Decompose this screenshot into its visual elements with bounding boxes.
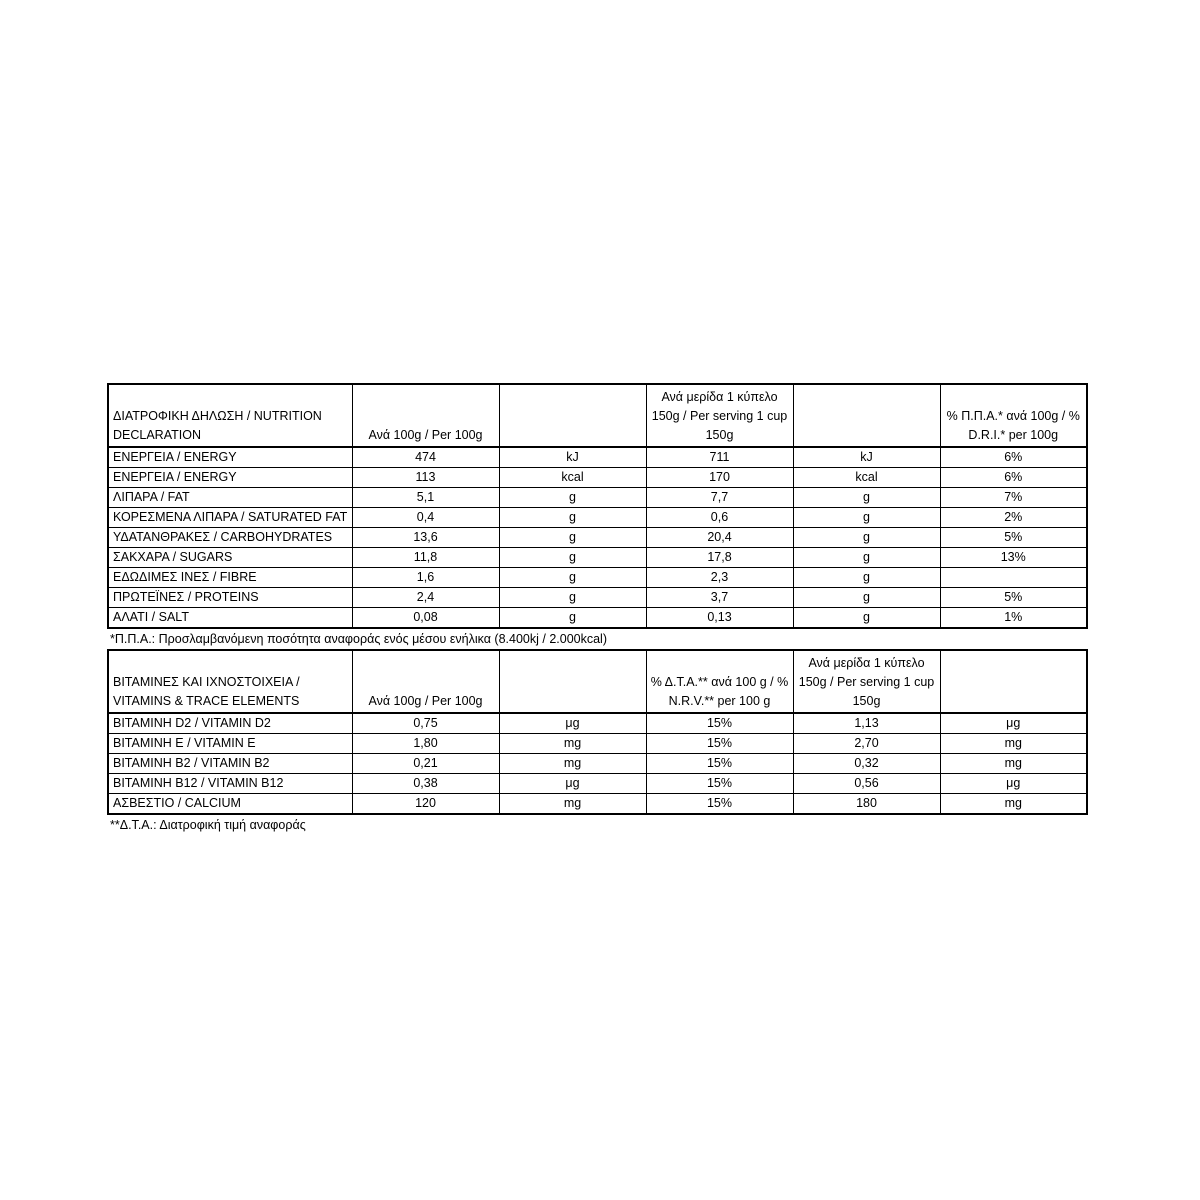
- vitamins-table: [107, 649, 1088, 815]
- vitamin-label: ΒΙΤΑΜΙΝΗ Ε / VITAMIN E: [108, 734, 352, 754]
- vitamins-header-serving: Ανά μερίδα 1 κύπελο 150g / Per serving 1 cup 150g: [793, 650, 940, 713]
- nrv-percent: 15%: [646, 774, 793, 794]
- table-row: [108, 588, 1087, 608]
- vitamin-label: ΒΙΤΑΜΙΝΗ D2 / VITAMIN D2: [108, 713, 352, 734]
- nrv-percent: 15%: [646, 754, 793, 774]
- unit: kJ: [793, 447, 940, 468]
- table-row: [108, 568, 1087, 588]
- unit: g: [793, 588, 940, 608]
- serving-value: 3,7: [646, 588, 793, 608]
- unit: g: [499, 508, 646, 528]
- per100-value: 0,75: [352, 713, 499, 734]
- vitamins-header-per100: Ανά 100g / Per 100g: [352, 650, 499, 713]
- unit: g: [793, 568, 940, 588]
- table-row: [108, 447, 1087, 468]
- table-row: [108, 488, 1087, 508]
- nutrition-header-unit: [793, 384, 940, 447]
- unit: g: [499, 488, 646, 508]
- serving-value: 0,56: [793, 774, 940, 794]
- vitamin-label: ΑΣΒΕΣΤΙΟ / CALCIUM: [108, 794, 352, 815]
- serving-value: 711: [646, 447, 793, 468]
- vitamins-header-unit: [940, 650, 1087, 713]
- serving-value: 20,4: [646, 528, 793, 548]
- vitamins-footnote: **Δ.Τ.Α.: Διατροφική τιμή αναφοράς: [110, 818, 306, 832]
- serving-value: 7,7: [646, 488, 793, 508]
- unit: μg: [499, 774, 646, 794]
- nutrition-sheet: [107, 383, 1088, 835]
- dri-percent: 7%: [940, 488, 1087, 508]
- nutrition-header-per100: Ανά 100g / Per 100g: [352, 384, 499, 447]
- nutrient-label: ΕΝΕΡΓΕΙΑ / ENERGY: [108, 447, 352, 468]
- table-row: [108, 548, 1087, 568]
- dri-percent: [940, 568, 1087, 588]
- serving-value: 2,3: [646, 568, 793, 588]
- table-row: [108, 734, 1087, 754]
- table-row: [108, 754, 1087, 774]
- unit: g: [499, 588, 646, 608]
- nrv-percent: 15%: [646, 794, 793, 815]
- serving-value: 180: [793, 794, 940, 815]
- per100-value: 120: [352, 794, 499, 815]
- table-row: [108, 468, 1087, 488]
- nutrient-label: ΕΝΕΡΓΕΙΑ / ENERGY: [108, 468, 352, 488]
- table-row: [108, 608, 1087, 629]
- nutrition-header-serving: Ανά μερίδα 1 κύπελο 150g / Per serving 1 cup 150g: [646, 384, 793, 447]
- per100-value: 0,21: [352, 754, 499, 774]
- dri-percent: 1%: [940, 608, 1087, 629]
- table-row: [108, 713, 1087, 734]
- unit: g: [499, 528, 646, 548]
- nutrient-label: ΑΛΑΤΙ / SALT: [108, 608, 352, 629]
- table-row: [108, 794, 1087, 815]
- serving-value: 2,70: [793, 734, 940, 754]
- serving-value: 0,6: [646, 508, 793, 528]
- serving-value: 1,13: [793, 713, 940, 734]
- nutrient-label: ΠΡΩΤΕΪΝΕΣ / PROTEINS: [108, 588, 352, 608]
- unit: μg: [940, 713, 1087, 734]
- nutrient-label: ΥΔΑΤΑΝΘΡΑΚΕΣ / CARBOHYDRATES: [108, 528, 352, 548]
- vitamins-header-nrv: % Δ.Τ.Α.** ανά 100 g / % N.R.V.** per 100 g: [646, 650, 793, 713]
- unit: g: [793, 528, 940, 548]
- unit: mg: [499, 734, 646, 754]
- unit: g: [499, 548, 646, 568]
- table-row: [108, 528, 1087, 548]
- nutrition-table: [107, 383, 1088, 629]
- unit: kcal: [499, 468, 646, 488]
- nutrition-header-label: ΔΙΑΤΡΟΦΙΚΗ ΔΗΛΩΣΗ / NUTRITION DECLARATION: [108, 384, 352, 447]
- vitamins-header-row: [108, 650, 1087, 713]
- dri-percent: 5%: [940, 588, 1087, 608]
- serving-value: 17,8: [646, 548, 793, 568]
- serving-value: 0,13: [646, 608, 793, 629]
- unit: g: [499, 568, 646, 588]
- dri-percent: 6%: [940, 468, 1087, 488]
- nutrition-header-dri: % Π.Π.Α.* ανά 100g / % D.R.I.* per 100g: [940, 384, 1087, 447]
- unit: g: [499, 608, 646, 629]
- unit: g: [793, 508, 940, 528]
- unit: g: [793, 608, 940, 629]
- per100-value: 11,8: [352, 548, 499, 568]
- unit: μg: [940, 774, 1087, 794]
- per100-value: 0,38: [352, 774, 499, 794]
- dri-percent: 13%: [940, 548, 1087, 568]
- dri-percent: 6%: [940, 447, 1087, 468]
- unit: g: [793, 488, 940, 508]
- nutrient-label: ΚΟΡΕΣΜΕΝΑ ΛΙΠΑΡΑ / SATURATED FAT: [108, 508, 352, 528]
- vitamins-header-label: ΒΙΤΑΜΙΝΕΣ ΚΑΙ ΙΧΝΟΣΤΟΙΧΕΙΑ / VITAMINS & TRACE ELEMENTS: [108, 650, 352, 713]
- nutrient-label: ΕΔΩΔΙΜΕΣ ΙΝΕΣ / FIBRE: [108, 568, 352, 588]
- unit: μg: [499, 713, 646, 734]
- per100-value: 5,1: [352, 488, 499, 508]
- unit: mg: [940, 754, 1087, 774]
- nutrient-label: ΣΑΚΧΑΡΑ / SUGARS: [108, 548, 352, 568]
- unit: mg: [499, 794, 646, 815]
- unit: mg: [499, 754, 646, 774]
- serving-value: 0,32: [793, 754, 940, 774]
- nrv-percent: 15%: [646, 734, 793, 754]
- serving-value: 170: [646, 468, 793, 488]
- dri-percent: 2%: [940, 508, 1087, 528]
- vitamin-label: ΒΙΤΑΜΙΝΗ Β12 / VITAMIN B12: [108, 774, 352, 794]
- nutrition-footnote: *Π.Π.Α.: Προσλαμβανόμενη ποσότητα αναφοράς ενός μέσου ενήλικα (8.400kj / 2.000kcal): [110, 632, 607, 646]
- unit: kcal: [793, 468, 940, 488]
- dri-percent: 5%: [940, 528, 1087, 548]
- unit: kJ: [499, 447, 646, 468]
- unit: g: [793, 548, 940, 568]
- table-row: [108, 508, 1087, 528]
- vitamin-label: ΒΙΤΑΜΙΝΗ Β2 / VITAMIN B2: [108, 754, 352, 774]
- per100-value: 0,08: [352, 608, 499, 629]
- unit: mg: [940, 734, 1087, 754]
- per100-value: 0,4: [352, 508, 499, 528]
- per100-value: 474: [352, 447, 499, 468]
- unit: mg: [940, 794, 1087, 815]
- per100-value: 113: [352, 468, 499, 488]
- table-row: [108, 774, 1087, 794]
- nrv-percent: 15%: [646, 713, 793, 734]
- per100-value: 13,6: [352, 528, 499, 548]
- vitamins-header-unit: [499, 650, 646, 713]
- nutrition-header-unit: [499, 384, 646, 447]
- per100-value: 1,80: [352, 734, 499, 754]
- nutrition-header-row: [108, 384, 1087, 447]
- per100-value: 1,6: [352, 568, 499, 588]
- nutrient-label: ΛΙΠΑΡΑ / FAT: [108, 488, 352, 508]
- per100-value: 2,4: [352, 588, 499, 608]
